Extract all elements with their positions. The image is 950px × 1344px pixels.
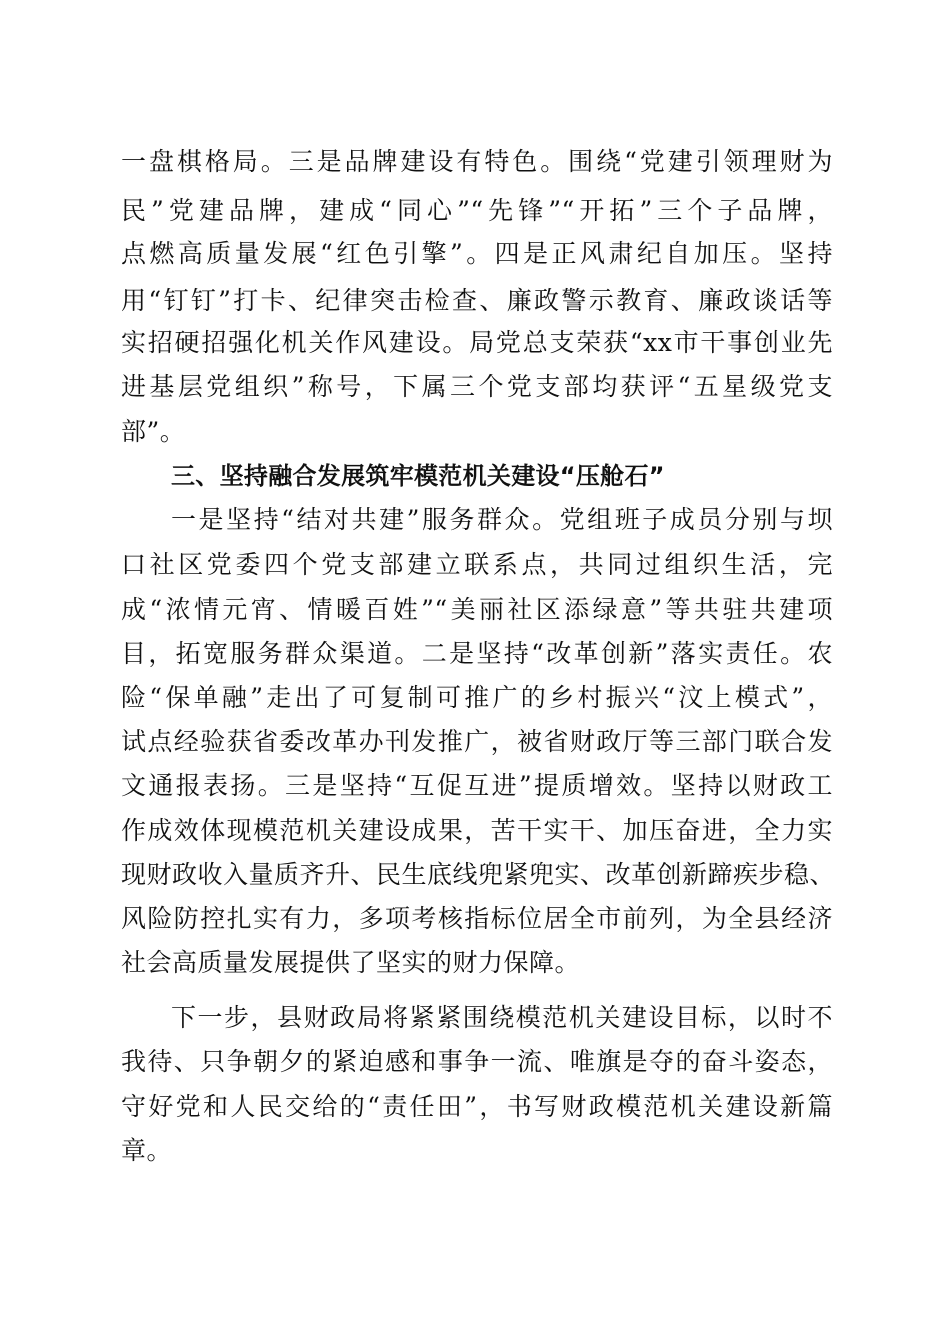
paragraph-line: 社会高质量发展提供了坚实的财力保障。 (121, 948, 581, 977)
paragraph-line: 我待、只争朝夕的紧迫感和事争一流、唯旗是夺的奋斗姿态， (121, 1047, 833, 1076)
paragraph-line: 一盘棋格局。三是品牌建设有特色。围绕“党建引领理财为 (121, 147, 833, 176)
paragraph-line: 险“保单融”走出了可复制可推广的乡村振兴“汶上模式”， (121, 683, 833, 712)
paragraph-line: 实招硬招强化机关作风建设。局党总支荣获“xx市干事创业先 (121, 328, 833, 357)
paragraph-line: 部”。 (121, 417, 186, 446)
paragraph-line: 目，拓宽服务群众渠道。二是坚持“改革创新”落实责任。农 (121, 639, 833, 668)
paragraph-line: 一是坚持“结对共建”服务群众。党组班子成员分别与坝 (171, 505, 833, 534)
paragraph-line: 民”党建品牌，建成“同心”“先锋”“开拓”三个子品牌， (121, 196, 833, 225)
paragraph-line: 章。 (121, 1136, 173, 1165)
paragraph-line: 成“浓情元宵、情暖百姓”“美丽社区添绿意”等共驻共建项 (121, 595, 833, 624)
paragraph-line: 进基层党组织”称号，下属三个党支部均获评“五星级党支 (121, 372, 833, 401)
paragraph-line: 作成效体现模范机关建设成果，苦干实干、加压奋进，全力实 (121, 816, 833, 845)
section-heading: 三、坚持融合发展筑牢模范机关建设“压舱石” (171, 462, 665, 490)
paragraph-line: 点燃高质量发展“红色引擎”。四是正风肃纪自加压。坚持 (121, 239, 833, 268)
paragraph-line: 守好党和人民交给的“责任田”，书写财政模范机关建设新篇 (121, 1092, 833, 1121)
paragraph-line: 用“钉钉”打卡、纪律突击检查、廉政警示教育、廉政谈话等 (121, 286, 833, 315)
paragraph-line: 风险防控扎实有力，多项考核指标位居全市前列，为全县经济 (121, 904, 833, 933)
paragraph-line: 口社区党委四个党支部建立联系点，共同过组织生活，完 (121, 550, 833, 579)
paragraph-line: 现财政收入量质齐升、民生底线兜紧兜实、改革创新蹄疾步稳、 (121, 860, 836, 889)
paragraph-line: 试点经验获省委改革办刊发推广，被省财政厅等三部门联合发 (121, 727, 833, 756)
paragraph-line: 下一步，县财政局将紧紧围绕模范机关建设目标，以时不 (171, 1003, 833, 1032)
paragraph-line: 文通报表扬。三是坚持“互促互进”提质增效。坚持以财政工 (121, 771, 833, 800)
